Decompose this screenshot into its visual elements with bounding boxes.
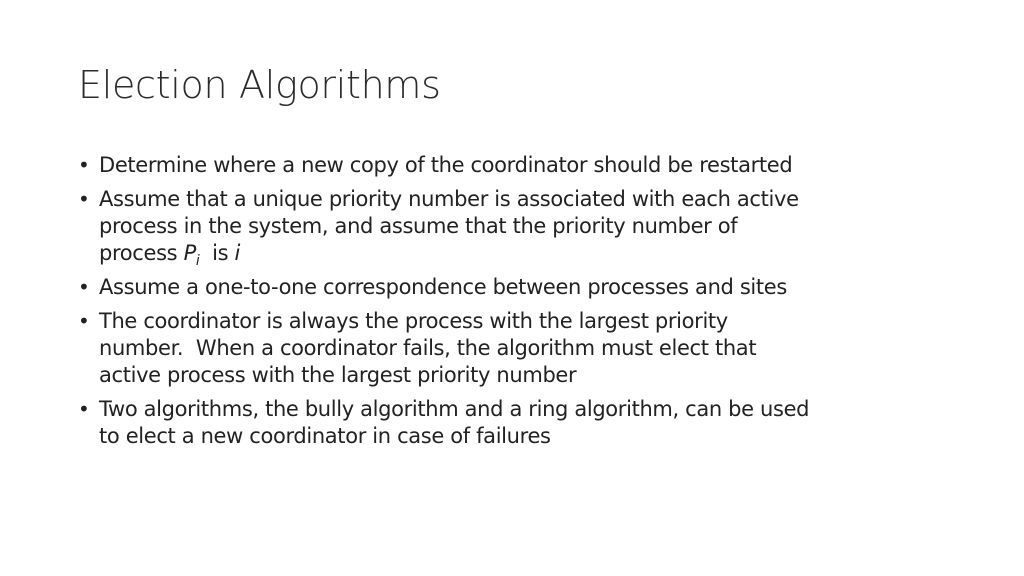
bullet-text-line: Assume a one-to-one correspondence between processes and sites	[99, 275, 787, 299]
formula-value: i	[234, 241, 241, 265]
bullet-text-line: to elect a new coordinator in case of failures	[99, 424, 551, 448]
bullet-dot: •	[78, 309, 90, 333]
formula-prefix: process	[99, 241, 184, 265]
bullet-text-line: number. When a coordinator fails, the algorithm must elect that	[99, 336, 757, 360]
bullet-dot: •	[78, 153, 90, 177]
bullet-text-line-formula	[99, 240, 958, 267]
bullet-text-line: Determine where a new copy of the coordinator should be restarted	[99, 153, 793, 177]
bullet-text-line: Two algorithms, the bully algorithm and a ring algorithm, can be used	[99, 397, 810, 421]
bullet-dot: •	[78, 187, 90, 211]
formula-variable: P	[183, 241, 196, 265]
bullet-text-line: active process with the largest priority number	[99, 363, 577, 387]
bullet-dot: •	[78, 275, 90, 299]
formula-subscript: i	[195, 253, 200, 269]
bullet-list	[78, 152, 958, 457]
bullet-item	[78, 274, 958, 301]
bullet-item	[78, 308, 958, 389]
bullet-item	[78, 396, 958, 450]
bullet-dot: •	[78, 397, 90, 421]
bullet-item	[78, 186, 958, 267]
bullet-text-line: Assume that a unique priority number is associated with each active	[99, 187, 799, 211]
bullet-text-line: The coordinator is always the process with the largest priority	[99, 309, 728, 333]
slide-title: Election Algorithms	[78, 63, 441, 107]
bullet-text-line: process in the system, and assume that the priority number of	[99, 214, 738, 238]
formula-middle: is	[199, 241, 235, 265]
bullet-item	[78, 152, 958, 179]
